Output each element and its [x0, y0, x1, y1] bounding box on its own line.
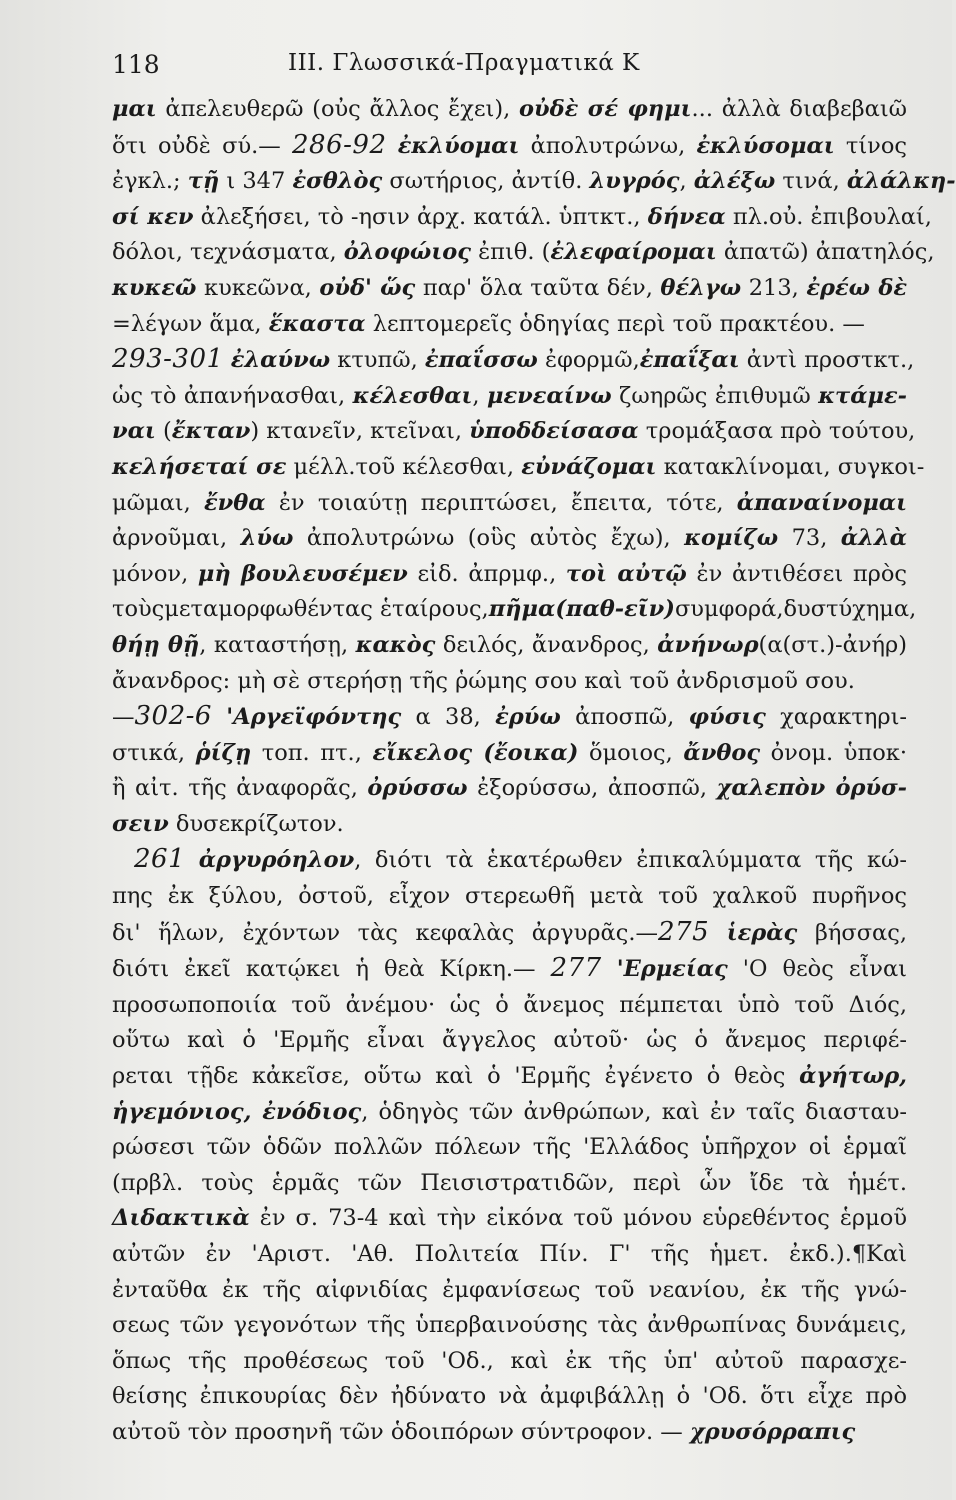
text-line: κελήσεταί σε μέλλ.τοῦ κέλεσθαι, εὐνάζομαι κατακλίνομαι, συγκοι-: [112, 453, 925, 480]
text-line: 293-301 ἐλαύνω κτυπῶ, ἐπαΐσσω ἐφορμῶ,ἐπαΐξαι ἀντὶ προστκτ.,: [112, 344, 915, 375]
running-head: ΙΙΙ. Γλωσσικά-Πραγματικά Κ: [288, 50, 640, 76]
text-line: —302-6 'Αργεϊφόντης α 38, ἐρύω ἀποσπῶ, φύσις χαρακτηρι-: [112, 701, 908, 732]
text-line: μαι ἀπελευθερῶ (οὐς ἄλλος ἔχει), οὐδὲ σέ φημι... ἀλλὰ διαβεβαιῶ: [112, 96, 907, 122]
text-line: αὐτῶν ἐν 'Αριστ. 'Αθ. Πολιτεία Πίν. Γ' τῆς ἡμετ. ἐκδ.).¶Καὶ: [112, 1241, 907, 1267]
text-line: στικά, ῥίζῃ τοπ. πτ., εἴκελος (ἔοικα) ὅμοιος, ἄνθος ὀνομ. ὑποκ·: [112, 739, 908, 766]
text-line: σί κεν ἀλεξήσει, τὸ -ησιν ἀρχ. κατάλ. ὑπτκτ., δήνεα πλ.οὐ. ἐπιβουλαί,: [112, 203, 932, 230]
text-line: ρώσεσι τῶν ὁδῶν πολλῶν πόλεων τῆς 'Ελλάδος ὑπῆρχον οἱ ἑρμαῖ: [112, 1134, 907, 1161]
text-line: ναι (ἔκταν) κτανεῖν, κτεῖναι, ὑποδδείσασα τρομάξασα πρὸ τούτου,: [112, 418, 916, 445]
text-line: μόνον, μὴ βουλευσέμεν εἰδ. ἀπρμφ., τοὶ αὐτῷ ἐν ἀντιθέσει πρὸς: [112, 560, 907, 587]
text-line: θείσης ἐπικουρίας δὲν ἠδύνατο νὰ ἀμφιβάλλῃ ὁ 'Οδ. ὅτι εἶχε πρὸ: [112, 1383, 907, 1410]
page-number: 118: [112, 50, 160, 79]
text-line: =λέγων ἅμα, ἕκαστα λεπτομερεῖς ὁδηγίας περὶ τοῦ πρακτέου. —: [112, 310, 865, 337]
text-line: ὡς τὸ ἀπανήνασθαι, κέλεσθαι, μενεαίνω ζωηρῶς ἐπιθυμῶ κτάμε-: [112, 382, 907, 409]
text-line: ἐγκλ.; τῇ ι 347 ἐσθλὸς σωτήριος, ἀντίθ. λυγρός, ἀλέξω τινά, ἀλάλκη-: [112, 168, 956, 195]
text-line: 261 ἀργυρόηλον, διότι τὰ ἑκατέρωθεν ἐπικαλύμματα τῆς κώ-: [134, 844, 907, 875]
text-line: ἢ αἰτ. τῆς ἀναφορᾶς, ὀρύσσω ἐξορύσσω, ἀποσπῶ, χαλεπὸν ὀρύσ-: [112, 775, 908, 802]
text-line: οὕτω καὶ ὁ 'Ερμῆς εἶναι ἄγγελος αὐτοῦ· ὡς ὁ ἄνεμος περιφέ-: [112, 1027, 907, 1054]
text-line: διότι ἐκεῖ κατῴκει ἡ θεὰ Κίρκη.— 277 'Ερμείας 'Ο θεὸς εἶναι: [112, 953, 907, 984]
text-line: σεως τῶν γεγονότων τῆς ὑπερβαινούσης τὰς ἀνθρωπίνας δυνάμεις,: [112, 1312, 907, 1339]
body-text: [112, 92, 956, 1451]
text-line: μῶμαι, ἔνθα ἐν τοιαύτῃ περιπτώσει, ἔπειτα, τότε, ἀπαναίνομαι: [112, 489, 907, 516]
page-header: [0, 46, 952, 86]
text-line: σειν δυσεκρίζωτον.: [112, 810, 344, 837]
text-line: ὅτι οὐδὲ σύ.— 286-92 ἐκλύομαι ἀπολυτρώνω, ἐκλύσομαι τίνος: [112, 129, 907, 160]
text-line: ὅπως τῆς προθέσεως τοῦ 'Οδ., καὶ ἐκ τῆς ὑπ' αὐτοῦ παρασχε-: [112, 1347, 907, 1374]
text-line: τοὺςμεταμορφωθέντας ἑταίρους,πῆμα(παθ-εῖν)συμφορά,δυστύχημα,: [112, 596, 917, 623]
text-line: Διδακτικὰ ἐν σ. 73-4 καὶ τὴν εἰκόνα τοῦ μόνου εὑρεθέντος ἑρμοῦ: [112, 1205, 907, 1232]
text-line: (πρβλ. τοὺς ἑρμᾶς τῶν Πεισιστρατιδῶν, περὶ ὧν ἴδε τὰ ἡμέτ.: [112, 1169, 907, 1196]
text-line: ἄνανδρος: μὴ σὲ στερήσῃ τῆς ῥώμης σου καὶ τοῦ ἀνδρισμοῦ σου.: [112, 667, 855, 694]
text-line: αὐτοῦ τὸν προσηνῆ τῶν ὁδοιπόρων σύντροφον. — χρυσόρραπις: [112, 1418, 856, 1445]
text-line: ἐνταῦθα ἐκ τῆς αἰφνιδίας ἐμφανίσεως τοῦ νεανίου, ἐκ τῆς γνώ-: [112, 1276, 907, 1303]
text-line: πης ἐκ ξύλου, ὀστοῦ, εἶχον στερεωθῆ μετὰ τοῦ χαλκοῦ πυρῆνος: [112, 883, 907, 910]
text-line: ἡγεμόνιος, ἐνόδιος, ὁδηγὸς τῶν ἀνθρώπων, καὶ ἐν ταῖς διασταυ-: [112, 1098, 908, 1125]
text-line: ρεται τῇδε κἀκεῖσε, οὕτω καὶ ὁ 'Ερμῆς ἐγένετο ὁ θεὸς ἀγήτωρ,: [112, 1063, 907, 1090]
text-line: ἀρνοῦμαι, λύω ἀπολυτρώνω (οὓς αὐτὸς ἔχω), κομίζω 73, ἀλλὰ: [112, 525, 907, 552]
text-line: κυκεῶ κυκεῶνα, οὐδ' ὥς παρ' ὅλα ταῦτα δέν, θέλγω 213, ἐρέω δὲ: [112, 274, 907, 301]
text-line: δόλοι, τεχνάσματα, ὀλοφώιος ἐπιθ. (ἐλεφαίρομαι ἀπατῶ) ἀπατηλός,: [112, 239, 935, 266]
text-line: προσωποποιία τοῦ ἀνέμου· ὡς ὁ ἄνεμος πέμπεται ὑπὸ τοῦ Διός,: [112, 991, 907, 1018]
text-line: δι' ἥλων, ἐχόντων τὰς κεφαλὰς ἀργυρᾶς.—275 ἱερὰς βήσσας,: [112, 916, 908, 947]
text-line: θήῃ θῇ, καταστήσῃ, κακὸς δειλός, ἄνανδρος, ἀνήνωρ(α(στ.)-ἀνήρ): [112, 631, 907, 658]
